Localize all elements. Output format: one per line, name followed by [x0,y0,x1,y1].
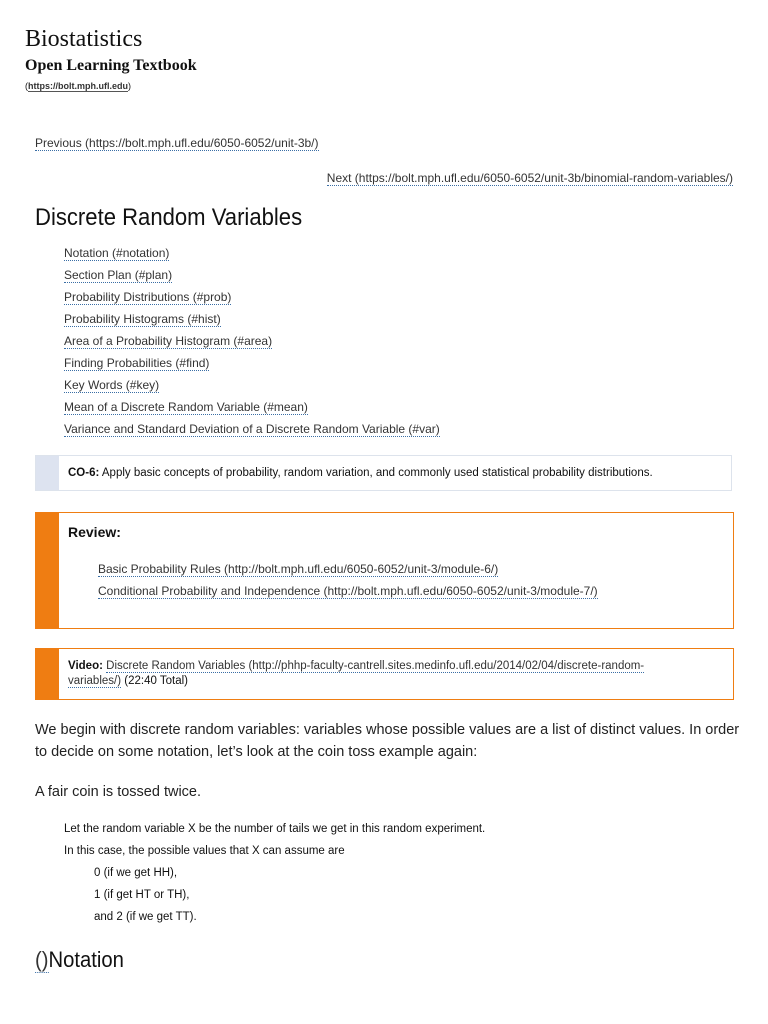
example-block [64,820,485,930]
video-box-accent-bar [36,649,59,699]
review-link-conditional-probability[interactable]: Conditional Probability and Independence (http://bolt.mph.ufl.edu/6050-6052/unit-3/module-7/) [98,584,598,598]
video-box [35,648,734,700]
toc-item [64,267,440,289]
toc-link-hist[interactable]: Probability Histograms (#hist) [64,312,221,326]
toc-item [64,311,440,333]
toc-item [64,333,440,355]
review-box [35,512,734,629]
example-value-line: 1 (if get HT or TH), [94,889,190,901]
co-box-accent-bar [36,456,59,490]
co-label: CO-6: [68,467,100,479]
course-objective-box [35,455,732,491]
toc-link-plan[interactable]: Section Plan (#plan) [64,268,173,282]
example-value-line: and 2 (if we get TT). [94,911,197,923]
review-heading: Review: [68,524,121,540]
toc-item [64,421,440,443]
example-value-line: 0 (if we get HH), [94,867,178,879]
intro-paragraph: We begin with discrete random variables: variables whose possible values are a list of distinct values. In order to decide on some notation, let’s look at the coin toss example again: [35,722,740,760]
toc-link-notation[interactable]: Notation (#notation) [64,246,170,260]
next-link[interactable]: Next (https://bolt.mph.ufl.edu/6050-6052/unit-3b/binomial-random-variables/) [326,171,733,185]
review-link-probability-rules[interactable]: Basic Probability Rules (http://bolt.mph.ufl.edu/6050-6052/unit-3/module-6/) [98,562,499,576]
video-link[interactable]: Discrete Random Variables (http://phhp-faculty-cantrell.sites.medinfo.ufl.edu/2014/02/04/discrete-random-variables/) [68,660,645,687]
toc-item [64,377,440,399]
review-item [98,561,598,583]
toc-link-prob[interactable]: Probability Distributions (#prob) [64,290,232,304]
toc-item [64,289,440,311]
previous-link[interactable]: Previous (https://bolt.mph.ufl.edu/6050-6052/unit-3b/) [35,136,319,150]
site-url-link[interactable]: https://bolt.mph.ufl.edu [28,81,128,91]
toc-item [64,355,440,377]
coin-toss-paragraph: A fair coin is tossed twice. [35,784,202,800]
toc-link-mean[interactable]: Mean of a Discrete Random Variable (#mean) [64,400,308,414]
toc-link-key[interactable]: Key Words (#key) [64,378,160,392]
table-of-contents [64,245,440,443]
section-anchor-link[interactable]: () [35,947,49,972]
section-heading-notation [35,947,124,973]
review-links [98,561,598,605]
video-text [68,659,688,689]
toc-link-find[interactable]: Finding Probabilities (#find) [64,356,210,370]
toc-item [64,399,440,421]
video-duration: (22:40 Total) [121,675,188,687]
toc-link-area[interactable]: Area of a Probability Histogram (#area) [64,334,273,348]
site-subtitle: Open Learning Textbook [25,57,197,74]
section-title: Notation [48,947,124,972]
site-url [25,81,131,91]
site-url-close: ) [127,81,131,91]
site-title: Biostatistics [25,26,143,52]
example-line: In this case, the possible values that X can assume are [64,845,345,857]
review-box-accent-bar [36,513,59,628]
page-title: Discrete Random Variables [35,204,303,231]
video-label: Video: [68,660,103,672]
example-line: Let the random variable X be the number of tails we get in this random experiment. [64,823,486,835]
co-box-text [68,467,653,479]
site-url-open: ( [25,81,28,91]
co-description: Apply basic concepts of probability, random variation, and commonly used statistical probability distributions. [99,467,653,479]
toc-item [64,245,440,267]
review-item [98,583,598,605]
toc-link-var[interactable]: Variance and Standard Deviation of a Discrete Random Variable (#var) [64,422,440,436]
